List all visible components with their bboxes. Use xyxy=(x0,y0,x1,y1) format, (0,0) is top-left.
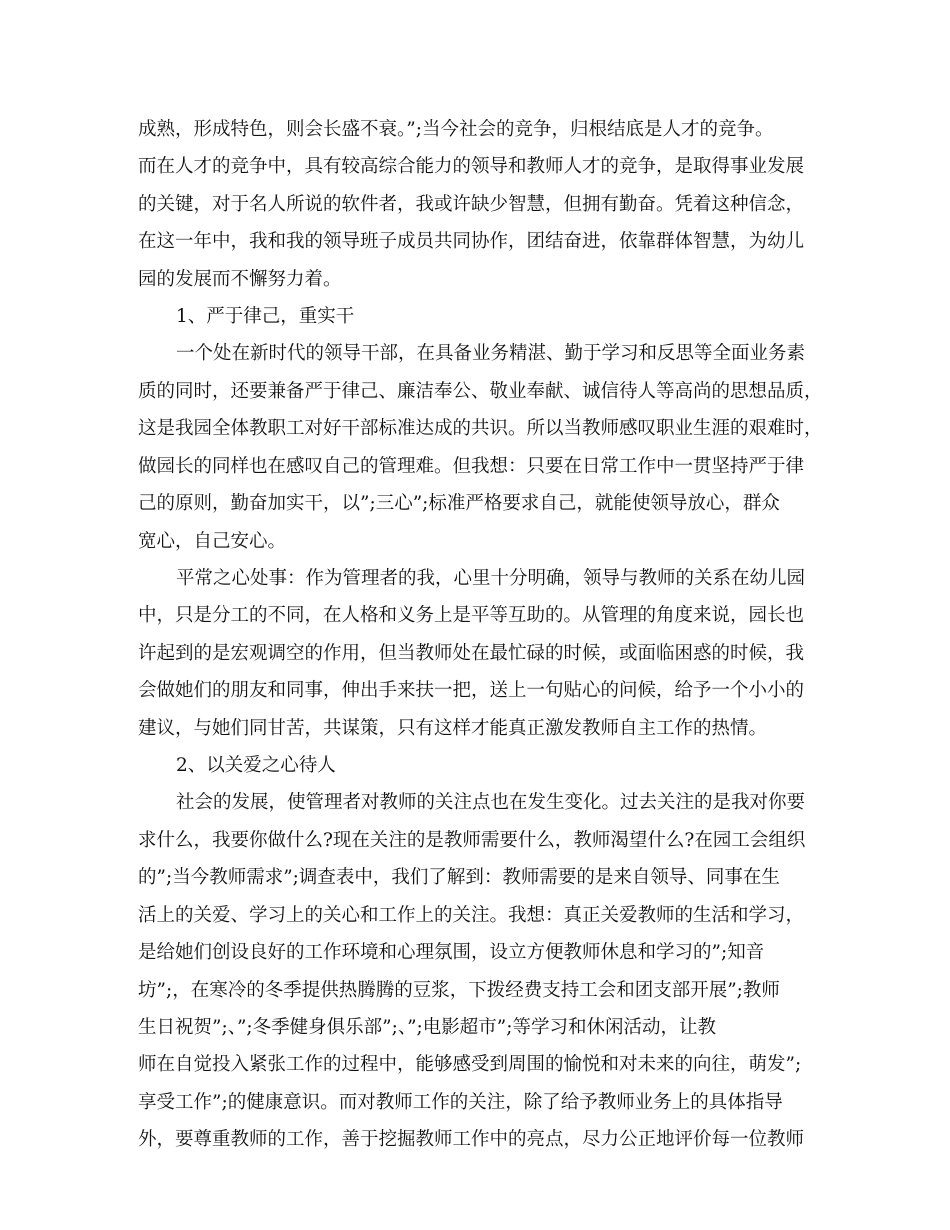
text-line: 许起到的是宏观调空的作用，但当教师处在最忙碌的时候，或面临困惑的时候，我 xyxy=(138,643,805,664)
text-line: 是给她们创设良好的工作环境和心理氛围，设立方便教师休息和学习的”;知音 xyxy=(138,942,765,963)
text-line: 一个处在新时代的领导干部，在具备业务精湛、勤于学习和反思等全面业务素 xyxy=(176,343,806,364)
text-line: 做园长的同样也在感叹自己的管理难。但我想：只要在日常工作中一贯坚持严于律 xyxy=(138,456,805,477)
text-line: 社会的发展，使管理者对教师的关注点也在发生变化。过去关注的是我对你要 xyxy=(176,792,806,813)
text-line: 平常之心处事：作为管理者的我，心里十分明确，领导与教师的关系在幼儿园 xyxy=(176,568,806,589)
text-line: 建议，与她们同甘苦，共谋策，只有这样才能真正激发教师自主工作的热情。 xyxy=(138,718,768,739)
text-line: 质的同时，还要兼备严于律己、廉洁奉公、敬业奉献、诚信待人等高尚的思想品质， xyxy=(138,381,823,402)
text-line: 会做她们的朋友和同事，伸出手来扶一把，送上一句贴心的问候，给予一个小小的 xyxy=(138,680,805,701)
text-line: 求什么，我要你做什么?现在关注的是教师需要什么，教师渴望什么?在园工会组织 xyxy=(138,830,806,851)
text-line: 坊”;，在寒冷的冬季提供热腾腾的豆浆，下拨经费支持工会和团支部开展”;教师 xyxy=(138,980,780,1001)
text-line: 宽心，自己安心。 xyxy=(138,531,287,552)
text-line: 的关键，对于名人所说的软件者，我或许缺少智慧，但拥有勤奋。凭着这种信念， xyxy=(138,194,805,215)
text-line: 在这一年中，我和我的领导班子成员共同协作，团结奋进，依靠群体智慧，为幼儿 xyxy=(138,231,805,252)
text-line: 生日祝贺”;、”;冬季健身俱乐部”;、”;电影超市”;等学习和休闲活动，让教 xyxy=(138,1017,716,1038)
section-heading: 2、以关爱之心待人 xyxy=(176,755,336,776)
text-line: 成熟，形成特色，则会长盛不衰。”;当今社会的竞争，归根结底是人才的竞争。 xyxy=(138,119,774,140)
text-line: 而在人才的竞争中，具有较高综合能力的领导和教师人才的竞争，是取得事业发展 xyxy=(138,156,805,177)
text-line: 己的原则，勤奋加实干，以”;三心”;标准严格要求自己，就能使领导放心，群众 xyxy=(138,493,780,514)
section-heading: 1、严于律己，重实干 xyxy=(176,306,355,327)
text-line: 这是我园全体教职工对好干部标准达成的共识。所以当教师感叹职业生涯的艰难时， xyxy=(138,418,823,439)
text-line: 活上的关爱、学习上的关心和工作上的关注。我想：真正关爱教师的生活和学习， xyxy=(138,905,805,926)
text-line: 的”;当今教师需求”;调查表中，我们了解到：教师需要的是来自领导、同事在生 xyxy=(138,867,780,888)
text-line: 园的发展而不懈努力着。 xyxy=(138,269,342,290)
text-line: 享受工作”;的健康意识。而对教师工作的关注，除了给予教师业务上的具体指导 xyxy=(138,1092,783,1113)
text-line: 外，要尊重教师的工作，善于挖掘教师工作中的亮点，尽力公正地评价每一位教师 xyxy=(138,1129,805,1150)
text-line: 中，只是分工的不同，在人格和义务上是平等互助的。从管理的角度来说，园长也 xyxy=(138,605,805,626)
text-line: 师在自觉投入紧张工作的过程中，能够感受到周围的愉悦和对未来的向往，萌发”; xyxy=(138,1054,802,1075)
